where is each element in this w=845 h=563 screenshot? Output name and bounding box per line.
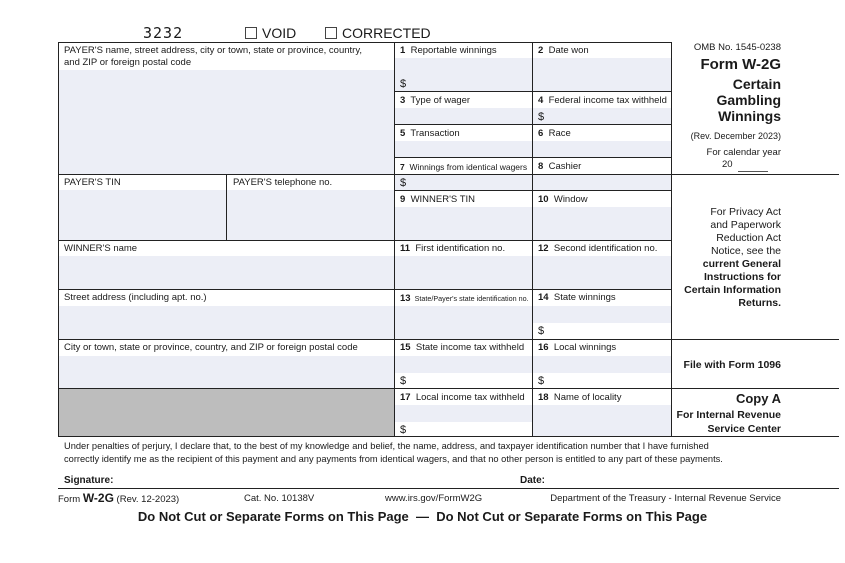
void-label: VOID: [262, 25, 297, 41]
box9-field[interactable]: [395, 207, 532, 240]
box17-dollar: $: [400, 424, 407, 436]
box11-field[interactable]: [395, 256, 532, 289]
box15-field[interactable]: [395, 356, 532, 373]
winner-name-label: WINNER'S name: [64, 243, 138, 254]
box3-label: 3 Type of wager: [400, 95, 471, 106]
file-with-form: File with Form 1096: [683, 359, 781, 371]
line-j: [58, 436, 839, 437]
line-i: [58, 388, 839, 389]
payer-name-field[interactable]: [58, 70, 394, 174]
calendar-year-label: For calendar year: [706, 147, 781, 158]
line-g: [58, 289, 672, 290]
signature-label: Signature:: [64, 475, 114, 486]
form-title: Form W-2G: [700, 56, 781, 73]
privacy-1: For Privacy Act: [710, 206, 781, 218]
date-label: Date:: [520, 475, 546, 486]
payer-tin-field[interactable]: [58, 190, 226, 240]
rev-date: (Rev. December 2023): [690, 131, 781, 141]
copy-for-2: Service Center: [707, 423, 781, 435]
payer-phone-field[interactable]: [227, 190, 394, 240]
box7-label: 7 Winnings from identical wagers: [400, 162, 528, 172]
line-h: [58, 339, 839, 340]
box17-label: 17 Local income tax withheld: [400, 392, 525, 403]
box18-field[interactable]: [533, 405, 671, 436]
payer-name-label-2: and ZIP or foreign postal code: [64, 57, 192, 68]
winner-street-label: Street address (including apt. no.): [64, 292, 207, 303]
box15-dollar: $: [400, 375, 407, 387]
perjury-line-1: Under penalties of perjury, I declare that, to the best of my knowledge and belief, the name, address, and taxpayer identification number that I have furnished: [64, 441, 709, 451]
side-year-underline: [738, 171, 768, 172]
box18-label: 18 Name of locality: [538, 392, 622, 403]
box5-label: 5 Transaction: [400, 128, 460, 139]
box16-field[interactable]: [533, 356, 671, 373]
privacy-3: Reduction Act: [716, 232, 781, 244]
box14-field[interactable]: [533, 306, 671, 323]
omb-number: OMB No. 1545-0238: [693, 42, 781, 53]
winner-name-field[interactable]: [58, 256, 394, 289]
void-checkbox[interactable]: [245, 27, 257, 39]
box6-label: 6 Race: [538, 128, 571, 139]
privacy-2: and Paperwork: [710, 219, 781, 231]
box16-dollar: $: [538, 375, 545, 387]
form-top-border: [58, 42, 672, 43]
signature-field[interactable]: [122, 473, 512, 487]
privacy-4: Notice, see the: [710, 245, 781, 257]
line-e: [394, 190, 672, 191]
box13-label: 13 State/Payer's state identification no.: [400, 293, 529, 304]
box15-label: 15 State income tax withheld: [400, 342, 525, 353]
box5-field[interactable]: [395, 141, 532, 158]
payer-phone-label: PAYER'S telephone no.: [233, 177, 333, 188]
shaded-block: [58, 389, 394, 436]
box17-field[interactable]: [395, 405, 532, 422]
title-certain: Certain: [732, 76, 781, 92]
privacy-8[interactable]: Returns.: [738, 297, 781, 309]
line-c: [394, 157, 672, 158]
footer-form-id: Form W-2G (Rev. 12-2023): [58, 491, 180, 505]
box2-field[interactable]: [533, 58, 671, 92]
line-d: [58, 174, 839, 175]
box14-label: 14 State winnings: [538, 292, 616, 303]
line-b: [394, 124, 672, 125]
box12-label: 12 Second identification no.: [538, 243, 658, 254]
perjury-line-2: correctly identify me as the recipient of this payment and any payments from identical wagers, and that no other person is entitled to any part of these payments.: [64, 454, 723, 464]
copy-for-1: For Internal Revenue: [676, 409, 781, 421]
title-winnings: Winnings: [718, 108, 781, 124]
winner-street-field[interactable]: [58, 306, 394, 339]
form-code: 3232: [143, 24, 184, 42]
box2-label: 2 Date won: [538, 45, 589, 56]
box8-label: 8 Cashier: [538, 161, 582, 172]
box16-label: 16 Local winnings: [538, 342, 617, 353]
winner-city-label: City or town, state or province, country, and ZIP or foreign postal code: [64, 342, 358, 353]
corrected-label: CORRECTED: [342, 25, 431, 41]
copy-a: Copy A: [735, 391, 781, 406]
box9-label: 9 WINNER'S TIN: [400, 194, 476, 205]
box7-field[interactable]: [395, 174, 532, 191]
box10-label: 10 Window: [538, 194, 588, 205]
winner-city-field[interactable]: [58, 356, 394, 388]
box13-field[interactable]: [395, 306, 532, 339]
date-field[interactable]: [555, 473, 835, 487]
line-f: [58, 240, 672, 241]
box14-dollar: $: [538, 325, 545, 337]
corrected-checkbox[interactable]: [325, 27, 337, 39]
box4-label: 4 Federal income tax withheld: [538, 95, 667, 106]
box1-field[interactable]: [395, 58, 532, 92]
line-a: [394, 91, 672, 92]
box4-field[interactable]: [533, 108, 671, 125]
divider-tin-phone: [226, 174, 227, 240]
box8-field[interactable]: [533, 174, 671, 191]
box7-dollar: $: [400, 177, 407, 189]
box10-field[interactable]: [533, 207, 671, 240]
box11-label: 11 First identification no.: [400, 243, 506, 254]
do-not-cut-notice: Do Not Cut or Separate Forms on This Page — Do Not Cut or Separate Forms on This Page: [137, 509, 708, 524]
privacy-5[interactable]: current General: [702, 258, 781, 270]
title-gambling: Gambling: [716, 92, 781, 108]
payer-tin-label: PAYER'S TIN: [64, 177, 121, 188]
box1-dollar: $: [400, 78, 407, 90]
privacy-6[interactable]: Instructions for: [703, 271, 781, 283]
box3-field[interactable]: [395, 108, 532, 125]
footer-dept: Department of the Treasury - Internal Revenue Service: [550, 493, 781, 504]
payer-name-label: PAYER'S name, street address, city or town, state or province, country,: [64, 45, 363, 56]
box6-field[interactable]: [533, 141, 671, 158]
box4-dollar: $: [538, 111, 545, 123]
footer-cat-no: Cat. No. 10138V: [244, 493, 315, 504]
footer-url[interactable]: www.irs.gov/FormW2G: [385, 493, 483, 504]
box12-field[interactable]: [533, 256, 671, 289]
line-k: [58, 488, 839, 489]
privacy-7[interactable]: Certain Information: [684, 284, 781, 296]
year-prefix: 20: [722, 159, 733, 170]
box1-label: 1 Reportable winnings: [400, 45, 497, 56]
